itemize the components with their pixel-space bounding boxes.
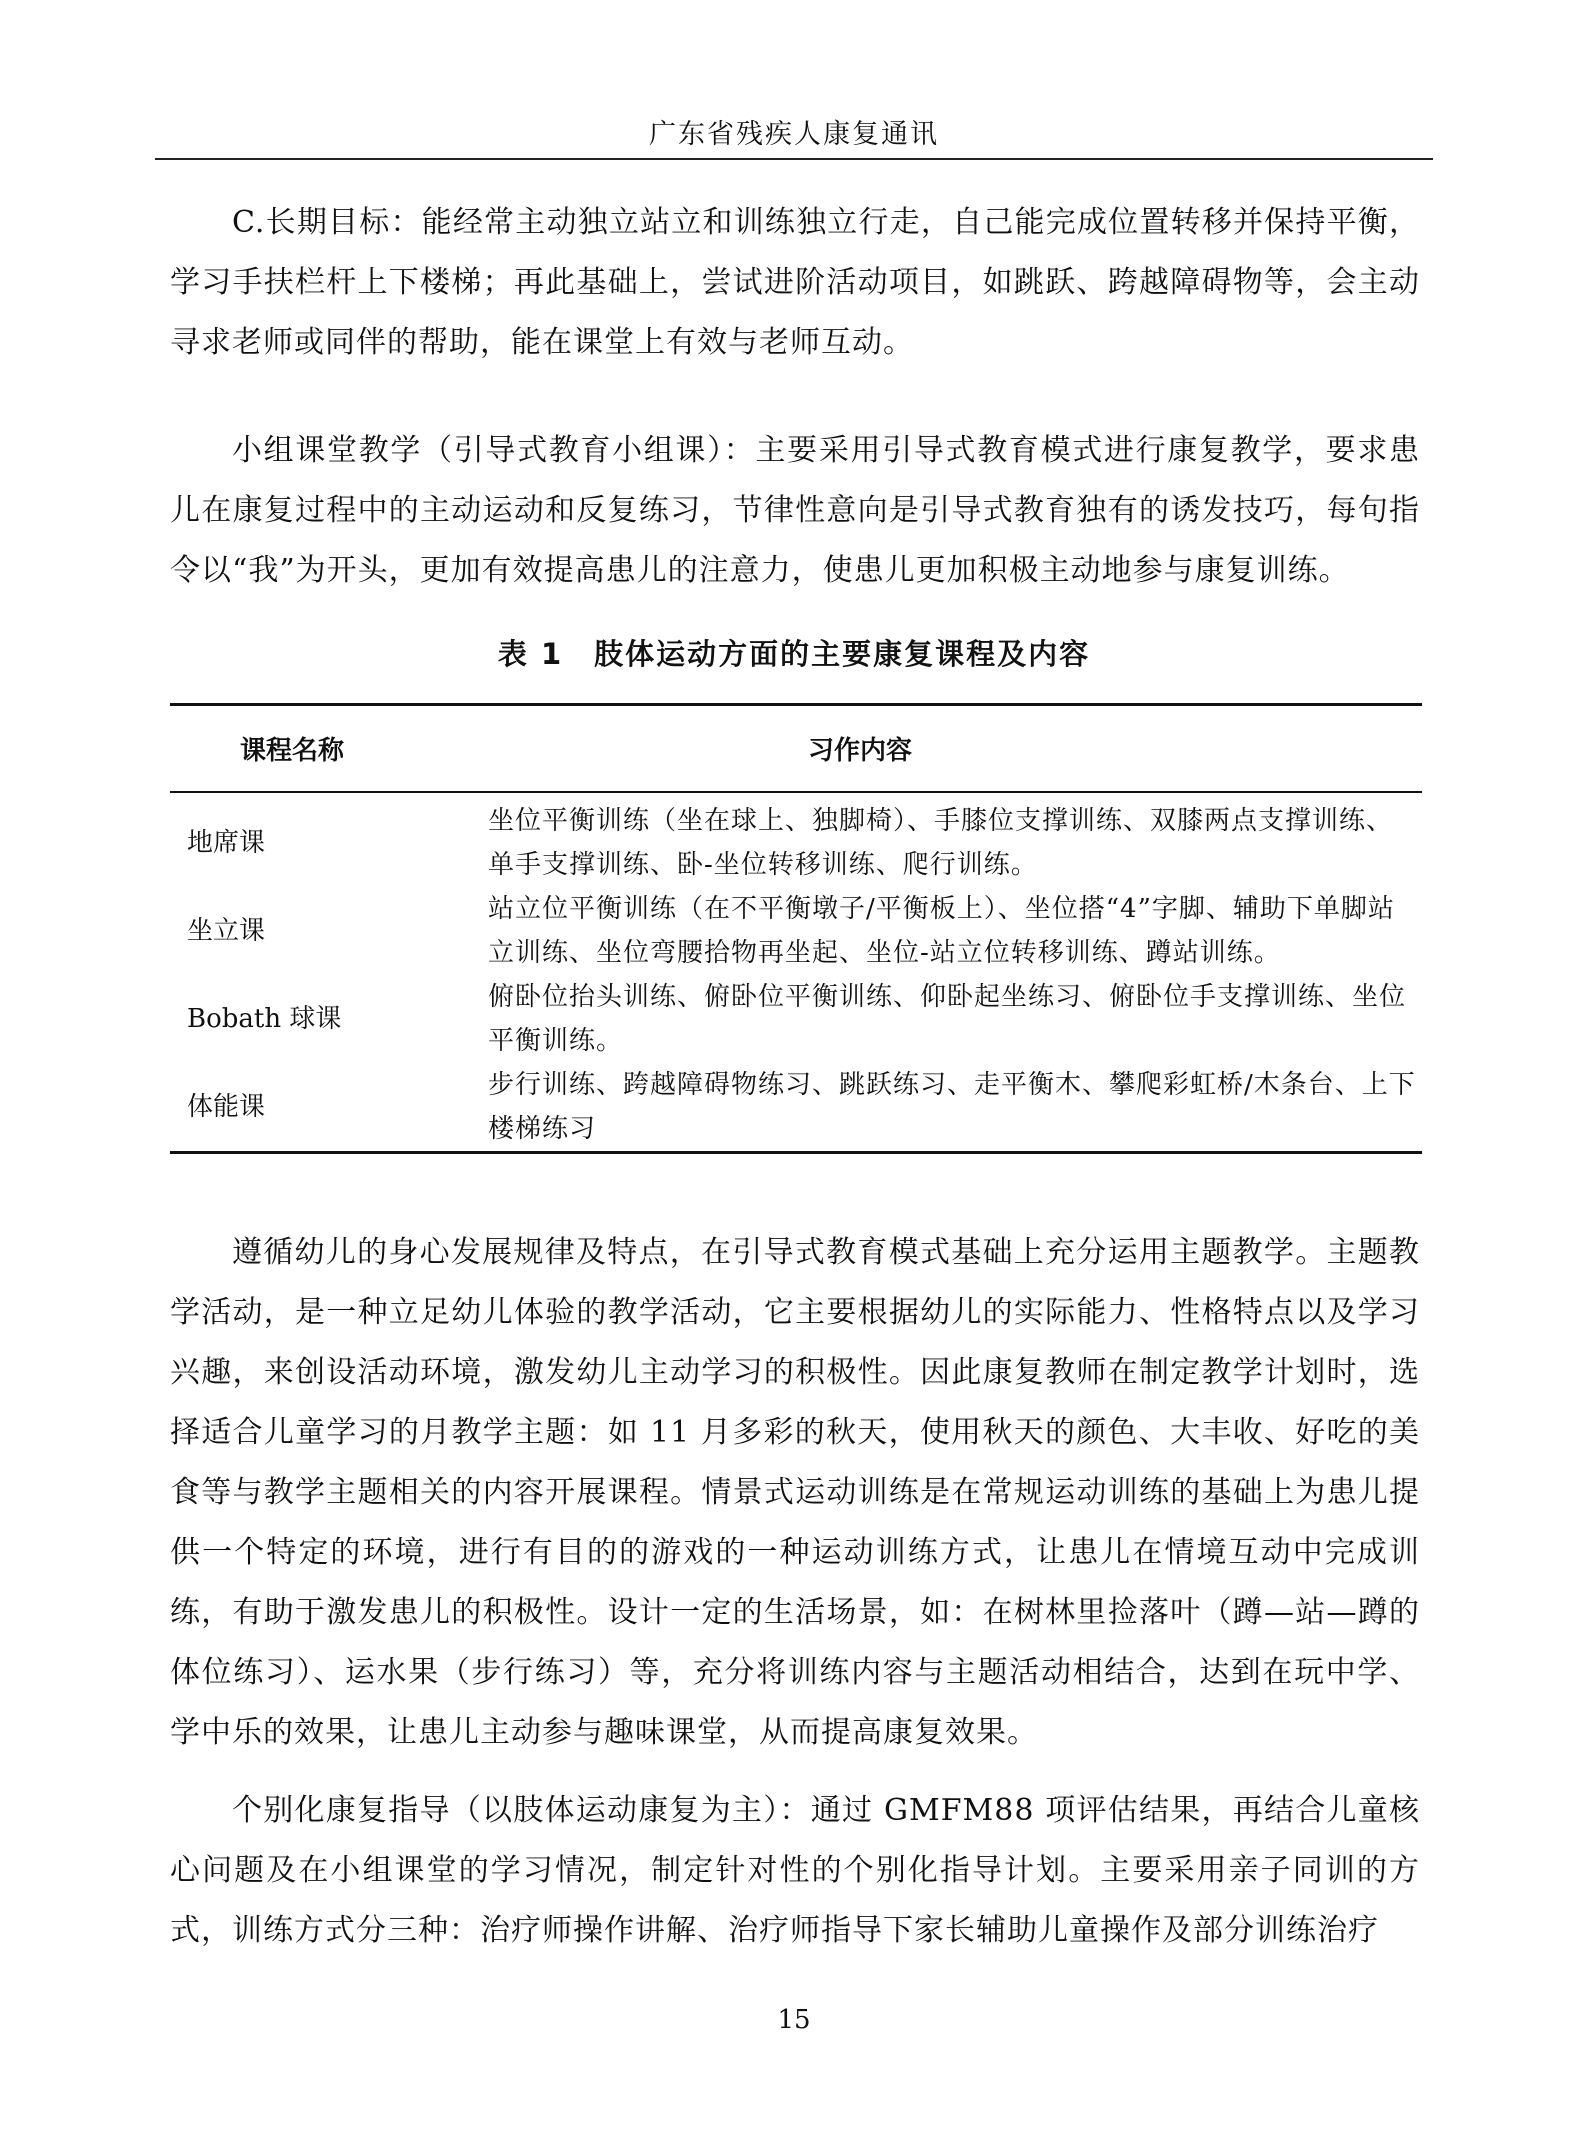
paragraph-group-class: 小组课堂教学（引导式教育小组课）：主要采用引导式教育模式进行康复教学，要求患儿在康复过程中的主动运动和反复练习，节律性意向是引导式教育独有的诱发技巧，每句指令以“我”为开头，更加有效提高患儿的注意力，使患儿更加积极主动地参与康复训练。 [170, 433, 1420, 588]
column-header-course-name: 课程名称 [240, 736, 345, 766]
course-content-cell: 步行训练、跨越障碍物练习、跳跃练习、走平衡木、攀爬彩虹桥/木条台、上下楼梯练习 [488, 1070, 1416, 1144]
header-rule [155, 158, 1433, 160]
table-row [170, 975, 1422, 1063]
paragraph-thematic-teaching: 遵循幼儿的身心发展规律及特点，在引导式教育模式基础上充分运用主题教学。主题教学活动，是一种立足幼儿体验的教学活动，它主要根据幼儿的实际能力、性格特点以及学习兴趣，来创设活动环境，激发幼儿主动学习的积极性。因此康复教师在制定教学计划时，选择适合儿童学习的月教学主题：如 11 月多彩的秋天，使用秋天的颜色、大丰收、好吃的美食等与教学主题相关的内容开展课程。情景式运动训练是在常规运动训练的基础上为患儿提供一个特定的环境，进行有目的的游戏的一种运动训练方式，让患儿在情境互动中完成训练，有助于激发患儿的积极性。设计一定的生活场景，如：在树林里捡落叶（蹲—站—蹲的体位练习）、运水果（步行练习）等，充分将训练内容与主题活动相结合，达到在玩中学、学中乐的效果，让患儿主动参与趣味课堂，从而提高康复效果。 [170, 1235, 1420, 1750]
course-content-cell: 俯卧位抬头训练、俯卧位平衡训练、仰卧起坐练习、俯卧位手支撑训练、坐位平衡训练。 [488, 982, 1407, 1056]
course-table [170, 703, 1422, 1154]
table-row [170, 792, 1422, 887]
course-name-cell: 体能课 [187, 1092, 266, 1122]
table-header-row [170, 705, 1422, 793]
column-header-content: 习作内容 [807, 736, 912, 766]
course-name-cell: Bobath 球课 [187, 1004, 342, 1034]
running-header: 广东省残疾人康复通讯 [649, 119, 939, 150]
course-content-cell: 站立位平衡训练（在不平衡墩子/平衡板上）、坐位搭“4”字脚、辅助下单脚站立训练、坐位弯腰拾物再坐起、坐位-站立位转移训练、蹲站训练。 [488, 894, 1395, 968]
page-number: 15 [777, 2005, 811, 2035]
paragraph-long-term-goal: C.长期目标：能经常主动独立站立和训练独立行走，自己能完成位置转移并保持平衡，学习手扶栏杆上下楼梯；再此基础上，尝试进阶活动项目，如跳跃、跨越障碍物等，会主动寻求老师或同伴的帮助，能在课堂上有效与老师互动。 [170, 205, 1420, 360]
course-name-cell: 坐立课 [187, 916, 266, 946]
table-row [170, 1063, 1422, 1153]
table-row [170, 887, 1422, 975]
table-title: 表 1 肢体运动方面的主要康复课程及内容 [497, 637, 1091, 671]
course-content-cell: 坐位平衡训练（坐在球上、独脚椅）、手膝位支撑训练、双膝两点支撑训练、单手支撑训练、卧-坐位转移训练、爬行训练。 [488, 806, 1394, 880]
course-name-cell: 地席课 [187, 828, 266, 858]
paragraph-individual-guidance: 个别化康复指导（以肢体运动康复为主）：通过 GMFM88 项评估结果，再结合儿童核心问题及在小组课堂的学习情况，制定针对性的个别化指导计划。主要采用亲子同训的方式，训练方式分三种：治疗师操作讲解、治疗师指导下家长辅助儿童操作及部分训练治疗 [170, 1793, 1420, 1948]
